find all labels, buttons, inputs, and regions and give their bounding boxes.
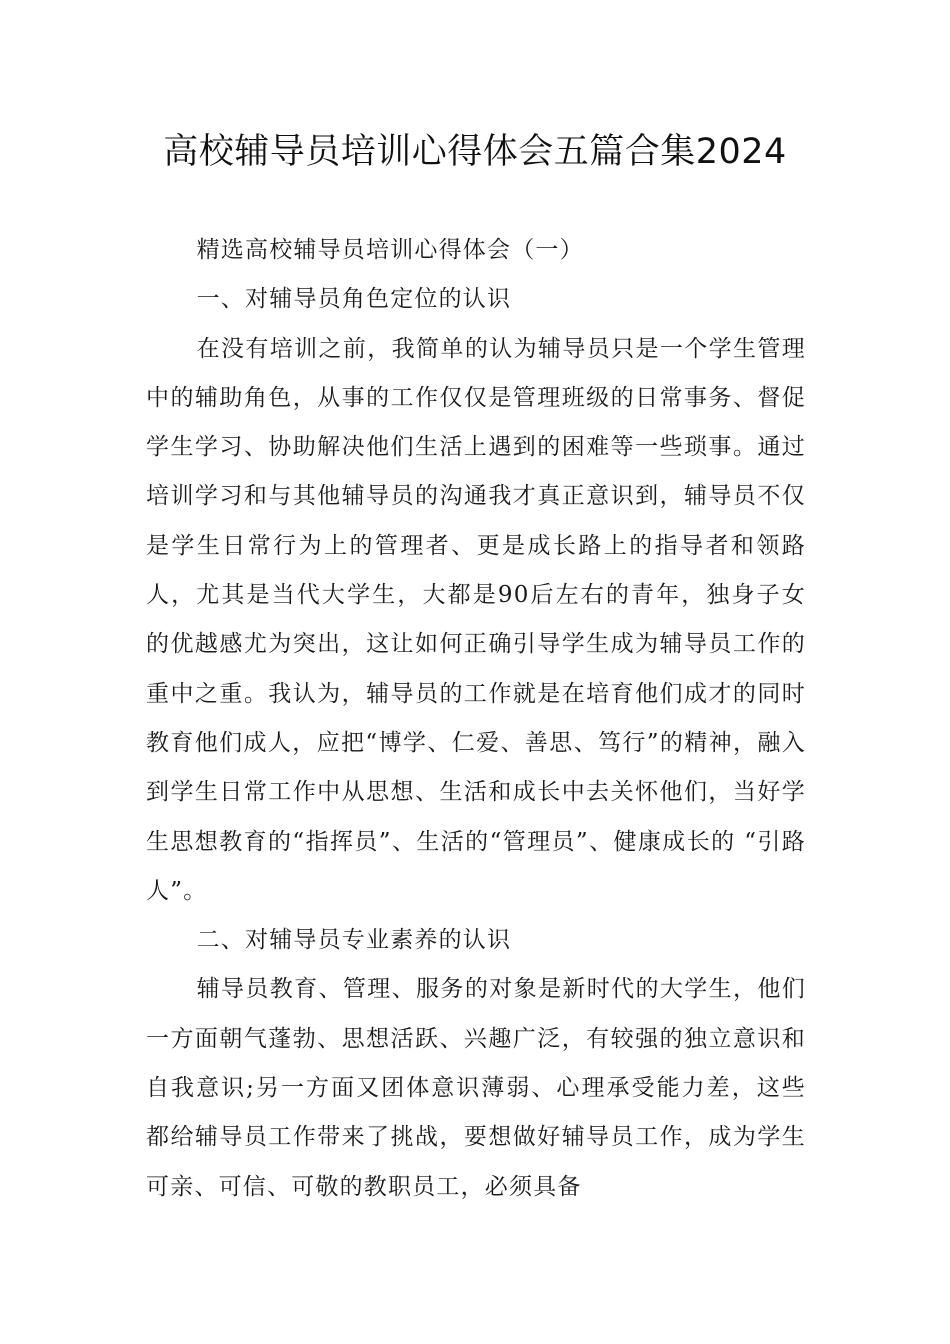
paragraph-2: 辅导员教育、管理、服务的对象是新时代的大学生，他们一方面朝气蓬勃、思想活跃、兴趣广泛，有较强的独立意识和自我意识;另一方面又团体意识薄弱、心理承受能力差，这些都给辅导员工作带来了挑战，要想做好辅导员工作，成为学生可亲、可信、可敬的教职员工，必须具备 xyxy=(146,976,806,1200)
document-body xyxy=(146,226,806,1212)
paragraph-1: 在没有培训之前，我简单的认为辅导员只是一个学生管理中的辅助角色，从事的工作仅仅是管理班级的日常事务、督促学生学习、协助解决他们生活上遇到的困难等一些琐事。通过培训学习和与其他辅导员的沟通我才真正意识到，辅导员不仅是学生日常行为上的管理者、更是成长路上的指导者和领路人，尤其是当代大学生，大都是90后左右的青年，独身子女的优越感尤为突出，这让如何正确引导学生成为辅导员工作的重中之重。我认为，辅导员的工作就是在培育他们成才的同时教育他们成人，应把“博学、仁爱、善思、笃行”的精神，融入到学生日常工作中从思想、生活和成长中去关怀他们，当好学生思想教育的“指挥员”、生活的“管理员”、健康成长的 “引路人”。 xyxy=(146,335,806,904)
section-heading-1: 一、对辅导员角色定位的认识 xyxy=(196,286,512,313)
section-subtitle: 精选高校辅导员培训心得体会（一） xyxy=(196,237,584,263)
section-heading-2: 二、对辅导员专业素养的认识 xyxy=(196,927,512,954)
document-title: 高校辅导员培训心得体会五篇合集2024 xyxy=(163,132,787,172)
